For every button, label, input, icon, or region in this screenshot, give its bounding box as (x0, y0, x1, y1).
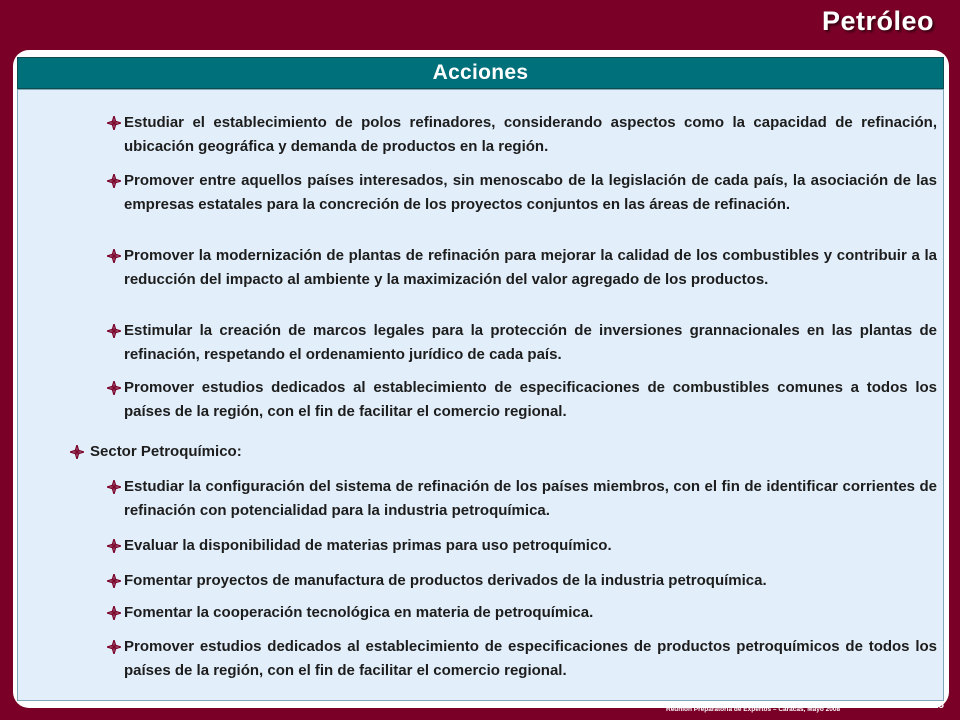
bullet-item (107, 601, 937, 625)
section-header: Acciones (17, 57, 944, 89)
bullet-text: Promover estudios dedicados al establecimiento de especificaciones de combustibles comunes a todos los países de la región, con el fin de facilitar el comercio regional. (124, 379, 937, 420)
bullet-text: Estudiar el establecimiento de polos refinadores, considerando aspectos como la capacidad de refinación, ubicación geográfica y demanda de productos en la región. (124, 114, 937, 155)
bullet-text: Promover la modernización de plantas de refinación para mejorar la calidad de los combustibles y contribuir a la reducción del impacto al ambiente y la maximización del valor agregado de los productos. (124, 247, 937, 288)
diamond-star-bullet-icon (107, 381, 121, 395)
page-number: 15 (932, 700, 944, 711)
diamond-star-bullet-icon (107, 640, 121, 654)
diamond-star-bullet-icon (107, 606, 121, 620)
diamond-star-bullet-icon (70, 445, 84, 459)
diamond-star-bullet-icon (107, 574, 121, 588)
bullet-text: Evaluar la disponibilidad de materias primas para uso petroquímico. (124, 537, 612, 554)
bullet-text: Estudiar la configuración del sistema de refinación de los países miembros, con el fin de identificar corrientes de refinación con potencialidad para la industria petroquímica. (124, 478, 937, 519)
diamond-star-bullet-icon (107, 539, 121, 553)
bullet-text: Promover entre aquellos países interesados, sin menoscabo de la legislación de cada país, la asociación de las empresas estatales para la concreción de los proyectos conjuntos en las áreas de refinación. (124, 172, 937, 213)
bullet-item (107, 475, 937, 523)
diamond-star-bullet-icon (107, 324, 121, 338)
bullet-item (107, 569, 937, 593)
diamond-star-bullet-icon (107, 174, 121, 188)
bullet-text: Promover estudios dedicados al establecimiento de especificaciones de productos petroquímicos de todos los países de la región, con el fin de facilitar el comercio regional. (124, 638, 937, 679)
section-label: Sector Petroquímico: (90, 443, 242, 460)
slide-title: Petróleo (821, 6, 934, 36)
diamond-star-bullet-icon (107, 480, 121, 494)
bullet-text: Fomentar la cooperación tecnológica en materia de petroquímica. (124, 604, 594, 621)
bullet-item (107, 534, 937, 558)
bullet-text: Fomentar proyectos de manufactura de productos derivados de la industria petroquímica. (124, 572, 767, 589)
bullet-item (107, 169, 937, 217)
bullet-item (107, 376, 937, 424)
bullet-list-area (17, 89, 944, 701)
bullet-item (107, 635, 937, 683)
diamond-star-bullet-icon (107, 116, 121, 130)
bullet-text: Estimular la creación de marcos legales para la protección de inversiones grannacionales en las plantas de refinación, respetando el ordenamiento jurídico de cada país. (124, 322, 937, 363)
diamond-star-bullet-icon (107, 249, 121, 263)
bullet-item (107, 319, 937, 367)
bullet-item-section (70, 440, 900, 464)
bullet-item (107, 111, 937, 159)
bullet-item (107, 244, 937, 292)
footer-meeting-label: Reunión Preparatoria de Expertos – Caracas, Mayo 2008 (666, 706, 841, 713)
